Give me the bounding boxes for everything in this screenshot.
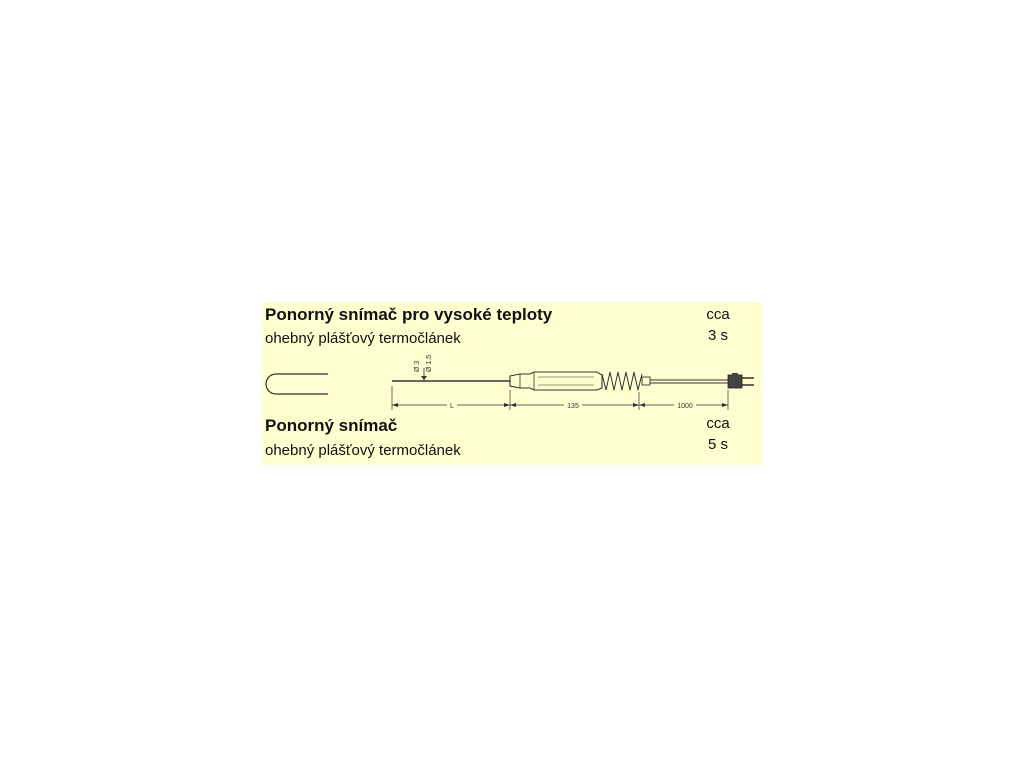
sensor-1-response-label: cca <box>706 306 730 323</box>
sensor-2-response-label: cca <box>706 415 730 432</box>
spring-strain-relief <box>602 372 642 390</box>
sensor-1-title: Ponorný snímač pro vysoké teploty <box>265 305 553 324</box>
connector-plug <box>728 375 742 388</box>
sensor-1-subtitle: ohebný plášťový termočlánek <box>265 330 461 347</box>
sensor-1-response-value: 3 s <box>707 327 728 344</box>
probe-handle <box>510 372 602 390</box>
sensor-2-response-value: 5 s <box>707 436 728 453</box>
bent-tip-icon <box>266 374 328 394</box>
length-label: L <box>450 403 454 410</box>
sensor-info-panel <box>262 302 762 465</box>
sensor-2-title: Ponorný snímač <box>265 416 398 435</box>
sensor-2-subtitle: ohebný plášťový termočlánek <box>265 442 461 459</box>
tip-diameter-1-label: Ø 3 <box>414 360 421 372</box>
probe-drawing <box>262 302 762 465</box>
tip-diameter-arrow <box>421 376 427 380</box>
cable-length-label: 1000 <box>677 403 693 410</box>
tip-diameter-2-label: Ø 1.5 <box>426 354 433 372</box>
handle-length-label: 135 <box>567 403 579 410</box>
